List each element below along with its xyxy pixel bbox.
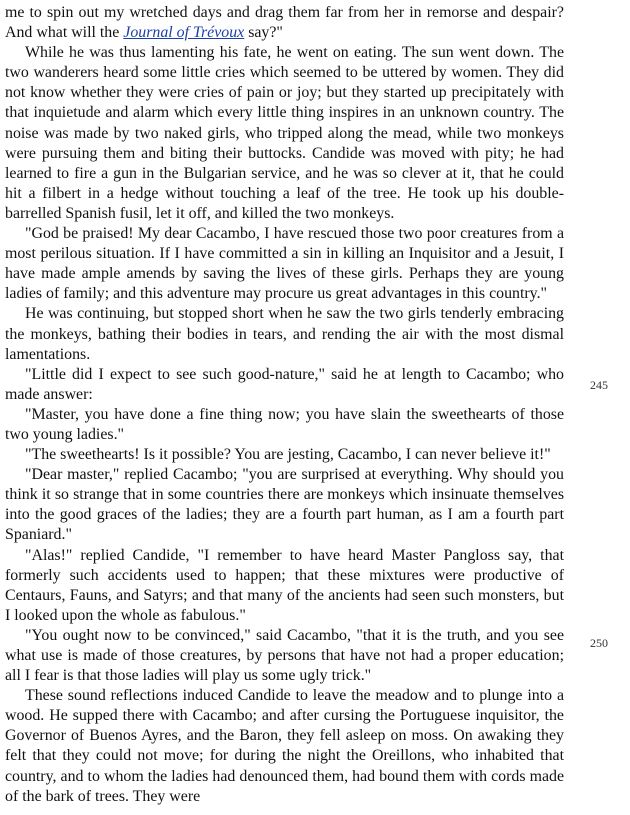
paragraph: "The sweethearts! Is it possible? You are jesting, Cacambo, I can never believe it!"	[25, 446, 551, 464]
paragraph: "Master, you have done a fine thing now; you have slain the sweethearts of those two young ladies."	[5, 405, 564, 443]
paragraph: These sound reflections induced Candide to leave the meadow and to plunge into a wood. He supped there with Cacambo; and after cursing the Portuguese inquisitor, the Governor of Buenos Ayres, and the Baron, they fell asleep on moss. On awaking they felt that they could not move; for during the night the Oreillons, who inhabited that country, and to whom the ladies had denounced them, had bound them with cords made of the bark of trees. They were	[5, 687, 564, 805]
paragraph: "Dear master," replied Cacambo; "you are surprised at everything. Why should you think it so strange that in some countries there are monkeys which insinuate themselves into the good graces of the ladies; they are a fourth part human, as I am a fourth part Spaniard."	[5, 466, 564, 544]
paragraph: He was continuing, but stopped short when he saw the two girls tenderly embracing the monkeys, bathing their bodies in tears, and rending the air with the most dismal lamentations.	[5, 305, 564, 363]
paragraph: "You ought now to be convinced," said Cacambo, "that it is the truth, and you see what use is made of those creatures, by persons that have not had a proper education; all I fear is that those ladies will play us some ugly trick."	[5, 626, 564, 685]
paragraph: "Little did I expect to see such good-nature," said he at length to Cacambo; who made answer:	[5, 365, 564, 403]
paragraph	[5, 3, 564, 43]
text-run: say?"	[244, 24, 283, 42]
paragraph: "Alas!" replied Candide, "I remember to have heard Master Pangloss say, that formerly such accidents used to happen; that these mixtures were productive of Centaurs, Fauns, and Satyrs; and that many of the ancients had seen such monsters, but I looked upon the whole as fabulous."	[5, 546, 564, 624]
line-number-250: 250	[590, 636, 608, 650]
text-run: me to spin out my wretched days and drag them far from her in remorse and despair? And what will the	[5, 4, 564, 42]
journal-link[interactable]: Journal of Trévoux	[123, 24, 245, 42]
line-number-245: 245	[590, 378, 608, 392]
paragraph: While he was thus lamenting his fate, he went on eating. The sun went down. The two wanderers heard some little cries which seemed to be uttered by women. They did not know whether they were cries of pain or joy; but they started up precipitately with that inquietude and alarm which every little thing inspires in an unknown country. The noise was made by two naked girls, who tripped along the mead, while two monkeys were pursuing them and biting their buttocks. Candide was moved with pity; he had learned to fire a gun in the Bulgarian service, and he was so clever at it, that he could hit a filbert in a hedge without touching a leaf of the tree. He took up his double-barrelled Spanish fusil, let it off, and killed the two monkeys.	[5, 44, 564, 222]
document-body	[5, 3, 564, 807]
paragraph: "God be praised! My dear Cacambo, I have rescued those two poor creatures from a most perilous situation. If I have committed a sin in killing an Inquisitor and a Jesuit, I have made ample amends by saving the lives of these girls. Perhaps they are young ladies of family; and this adventure may procure us great advantages in this country."	[5, 225, 564, 303]
